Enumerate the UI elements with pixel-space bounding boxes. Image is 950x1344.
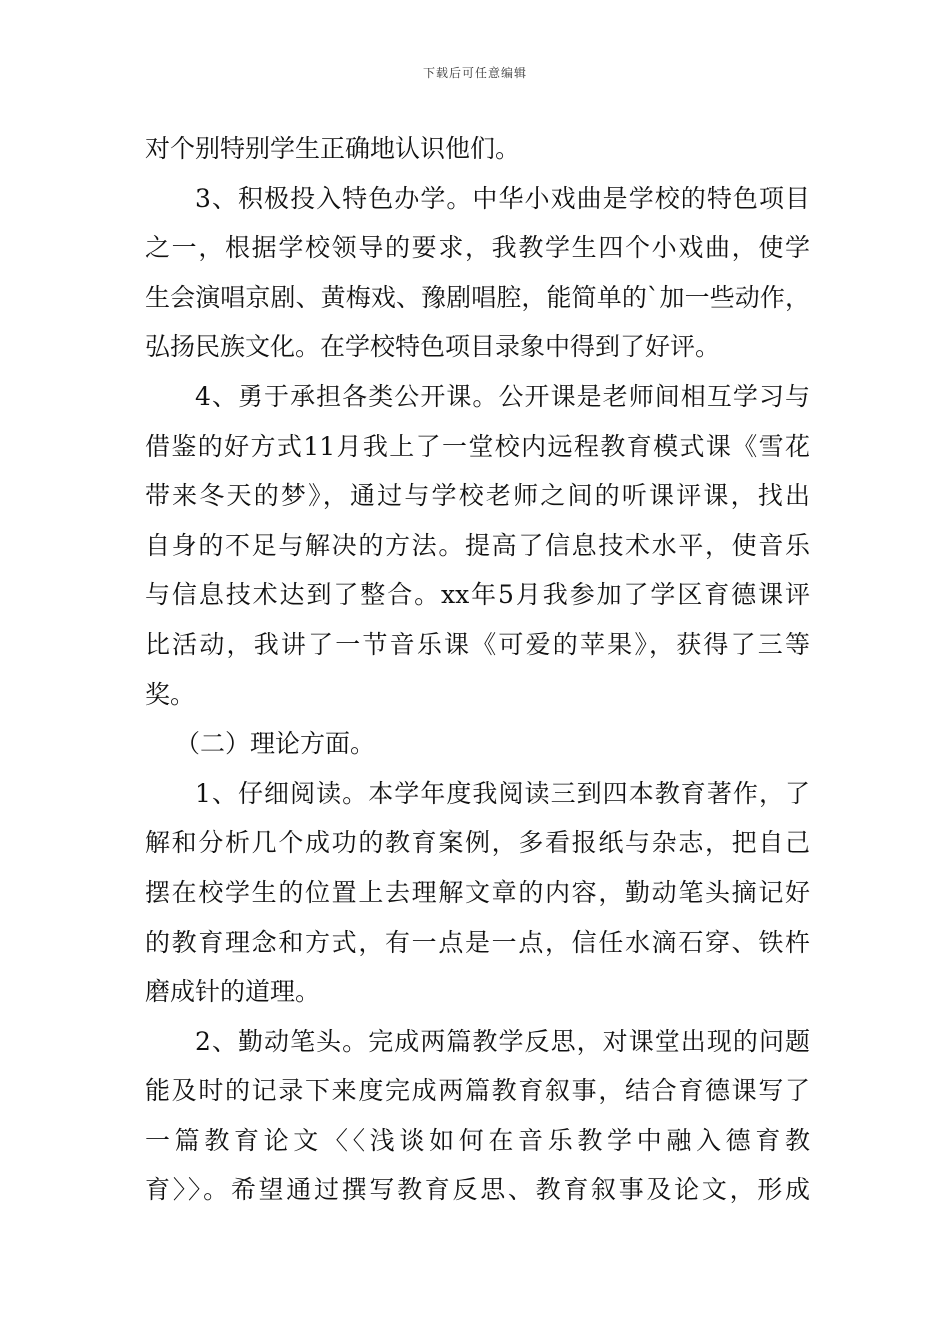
text-line: 带来冬天的梦》，通过与学校老师之间的听课评课，找出: [145, 481, 810, 511]
text-line: 对个别特别学生正确地认识他们。: [145, 134, 521, 163]
text-line: 自身的不足与解决的方法。提高了信息技术水平，使音乐: [145, 530, 810, 560]
text-line: 1、仔细阅读。本学年度我阅读三到四本教育著作，了: [195, 778, 810, 808]
document-body: [145, 124, 810, 1215]
text-line: 与信息技术达到了整合。xx年5月我参加了学区育德课评: [145, 580, 810, 610]
text-line: 比活动，我讲了一节音乐课《可爱的苹果》，获得了三等: [145, 629, 810, 659]
text-line: 之一，根据学校领导的要求，我教学生四个小戏曲，使学: [145, 233, 810, 263]
text-line: 奖。: [145, 679, 196, 709]
text-line: 的教育理念和方式，有一点是一点，信任水滴石穿、铁杵: [145, 927, 810, 957]
text-line: 一篇教育论文〈〈浅谈如何在音乐教学中融入德育教: [145, 1125, 810, 1155]
text-line: 摆在校学生的位置上去理解文章的内容，勤动笔头摘记好: [145, 877, 810, 907]
text-line: 4、勇于承担各类公开课。公开课是老师间相互学习与: [195, 381, 810, 411]
text-line: 借鉴的好方式11月我上了一堂校内远程教育模式课《雪花: [145, 431, 810, 461]
text-line: 解和分析几个成功的教育案例，多看报纸与杂志，把自己: [145, 828, 810, 858]
text-line: 生会演唱京剧、黄梅戏、豫剧唱腔，能简单的`加一些动作，: [145, 282, 810, 312]
page-header: 下载后可任意编辑: [422, 66, 527, 80]
section-heading: （二）理论方面。: [175, 729, 376, 759]
text-line: 3、积极投入特色办学。中华小戏曲是学校的特色项目: [195, 183, 810, 213]
text-line: 弘扬民族文化。在学校特色项目录象中得到了好评。: [145, 332, 721, 362]
text-line: 磨成针的道理。: [145, 977, 321, 1007]
text-line: 2、勤动笔头。完成两篇教学反思，对课堂出现的问题: [195, 1026, 810, 1056]
text-line: 育〉〉。希望通过撰写教育反思、教育叙事及论文，形成: [145, 1175, 810, 1205]
text-line: 能及时的记录下来度完成两篇教育叙事，结合育德课写了: [145, 1076, 810, 1106]
